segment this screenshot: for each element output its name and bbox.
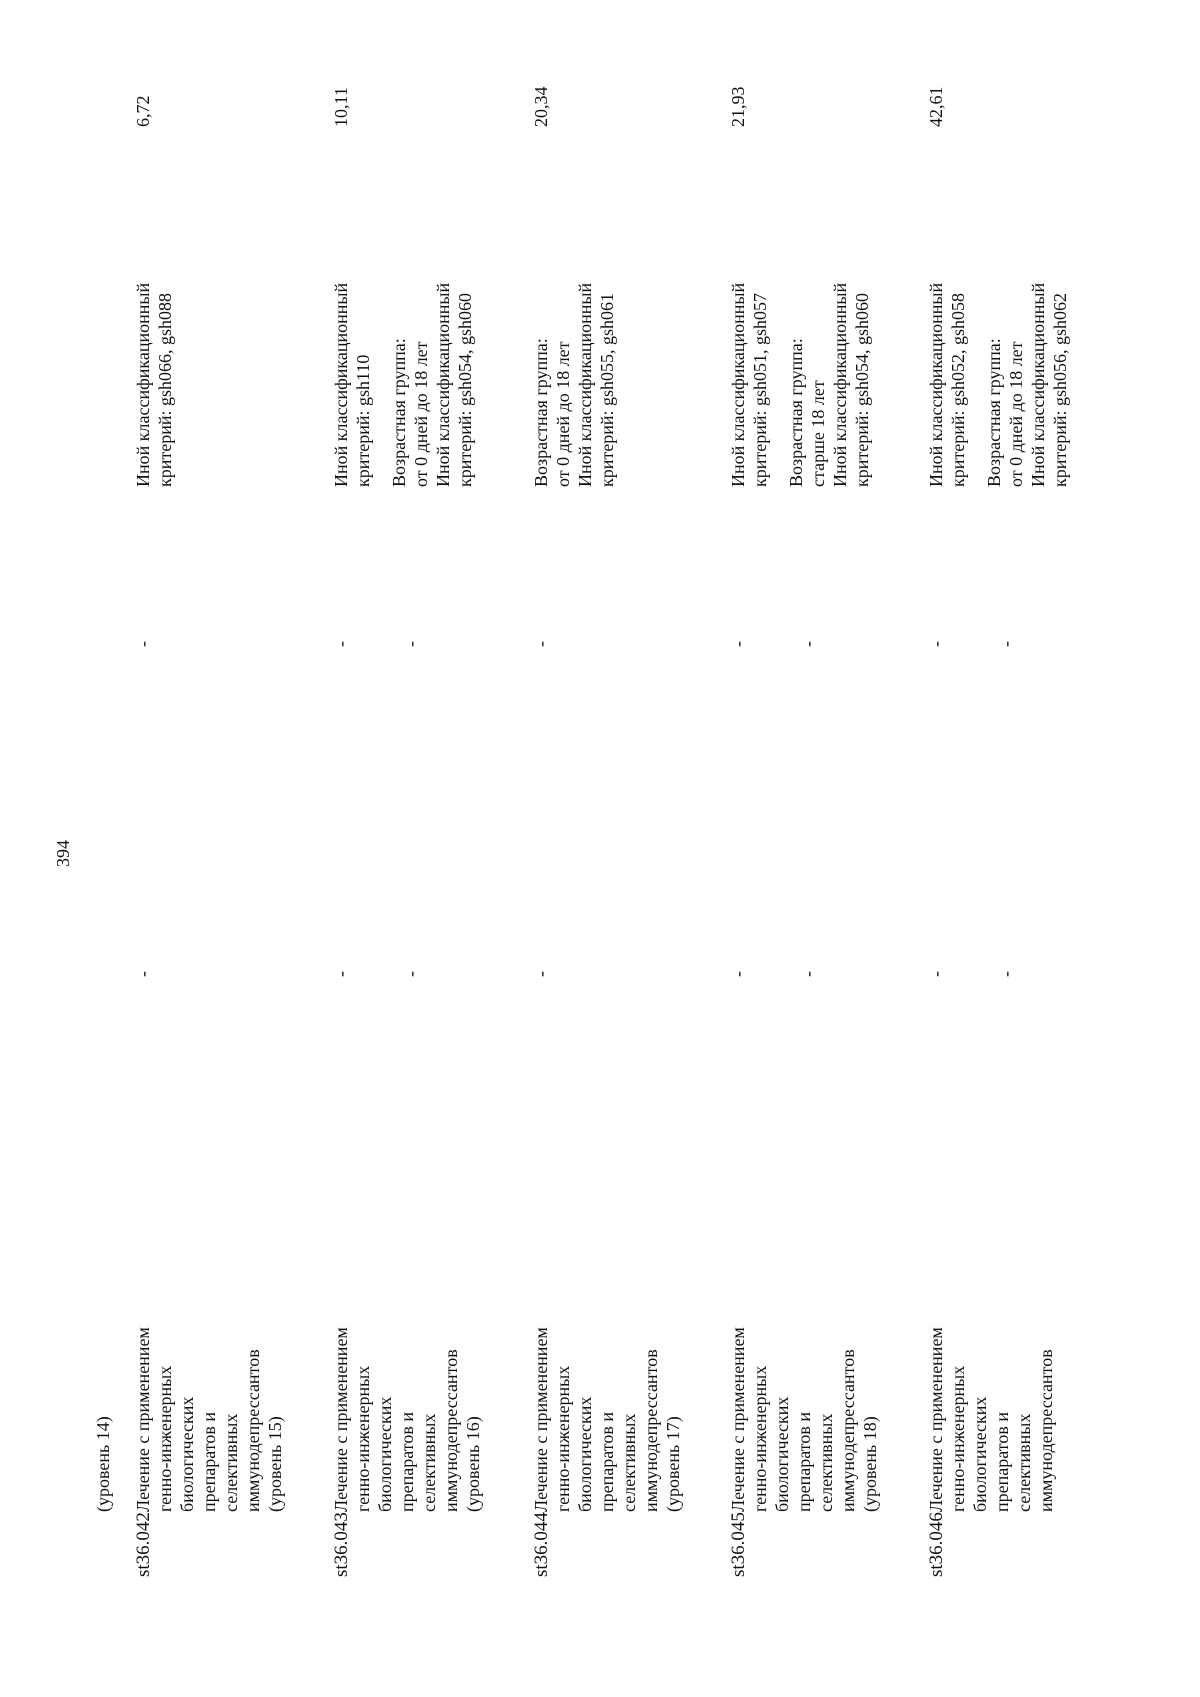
service-code-cell: - xyxy=(926,641,946,647)
continuation-level: (уровень 14) xyxy=(93,1416,113,1512)
kpg-name-line: иммунодепрессантов xyxy=(641,1349,661,1512)
criteria-line: Иной классификационный xyxy=(575,282,595,487)
cost-coefficient: 20,34 xyxy=(531,86,551,127)
kpg-name-line: Лечение с применением xyxy=(133,1327,153,1512)
classification-criteria xyxy=(530,207,618,487)
kpg-name-line: селективных xyxy=(221,1413,241,1512)
kpg-name-line: селективных xyxy=(619,1413,639,1512)
kpg-name-line: иммунодепрессантов xyxy=(243,1349,263,1512)
diagnosis-code-cell: - xyxy=(728,971,748,977)
criteria-line: критерий: gsh056, gsh062 xyxy=(1050,292,1070,487)
criteria-line: Иной классификационный xyxy=(1028,282,1048,487)
kpg-name-line: селективных xyxy=(419,1413,439,1512)
kpg-name-line: биологических xyxy=(772,1396,792,1512)
classification-criteria xyxy=(925,207,1071,487)
service-code-cell: - xyxy=(728,641,748,647)
diagnosis-code-cell: - xyxy=(331,971,351,977)
criteria-line: Возрастная группа: xyxy=(389,338,409,487)
service-code-cell: - xyxy=(331,641,351,647)
criteria-line: старше 18 лет xyxy=(808,380,828,487)
kpg-name xyxy=(530,1277,684,1512)
service-code-cell: - xyxy=(996,641,1016,647)
criteria-line: Иной классификационный xyxy=(830,282,850,487)
kpg-name-line: селективных xyxy=(1014,1413,1034,1512)
criteria-line: Возрастная группа: xyxy=(786,338,806,487)
kpg-name-line: (уровень 15) xyxy=(265,1416,285,1512)
kpg-code: st36.044 xyxy=(531,1512,552,1577)
diagnosis-code-cell: - xyxy=(531,971,551,977)
kpg-name xyxy=(330,1277,484,1512)
criteria-line: Иной классификационный xyxy=(728,282,748,487)
kpg-name xyxy=(132,1277,286,1512)
kpg-name-line: препаратов и xyxy=(199,1411,219,1512)
kpg-name-line: препаратов и xyxy=(794,1411,814,1512)
diagnosis-code-cell: - xyxy=(926,971,946,977)
criteria-line: от 0 дней до 18 лет xyxy=(553,341,573,487)
criteria-line: критерий: gsh055, gsh061 xyxy=(597,292,617,487)
diagnosis-code-cell: - xyxy=(401,971,421,977)
kpg-name-line: препаратов и xyxy=(397,1411,417,1512)
criteria-line: критерий: gsh110 xyxy=(353,354,373,487)
classification-criteria xyxy=(132,207,176,487)
cost-coefficient: 42,61 xyxy=(926,86,946,127)
diagnosis-code-cell: - xyxy=(996,971,1016,977)
kpg-name-line: генно-инженерных xyxy=(353,1365,373,1512)
kpg-name-line: генно-инженерных xyxy=(948,1365,968,1512)
kpg-name-line: Лечение с применением xyxy=(728,1327,748,1512)
kpg-name-line: препаратов и xyxy=(597,1411,617,1512)
criteria-line: критерий: gsh051, gsh057 xyxy=(750,292,770,487)
criteria-line: критерий: gsh054, gsh060 xyxy=(455,292,475,487)
kpg-name-line: иммунодепрессантов xyxy=(441,1349,461,1512)
criteria-line: от 0 дней до 18 лет xyxy=(1006,341,1026,487)
criteria-line: Иной классификационный xyxy=(433,282,453,487)
cost-coefficient: 21,93 xyxy=(728,86,748,127)
kpg-name-line: препаратов и xyxy=(992,1411,1012,1512)
kpg-name-line: генно-инженерных xyxy=(553,1365,573,1512)
diagnosis-code-cell: - xyxy=(798,971,818,977)
cost-coefficient: 6,72 xyxy=(133,95,153,127)
classification-criteria xyxy=(330,207,476,487)
kpg-code: st36.042 xyxy=(133,1512,154,1577)
criteria-line: Иной классификационный xyxy=(926,282,946,487)
page-number: 394 xyxy=(53,840,73,867)
criteria-line: критерий: gsh054, gsh060 xyxy=(852,292,872,487)
criteria-line: Возрастная группа: xyxy=(984,338,1004,487)
kpg-name-line: Лечение с применением xyxy=(531,1327,551,1512)
cost-coefficient: 10,11 xyxy=(331,87,351,127)
kpg-name-line: (уровень 17) xyxy=(663,1416,683,1512)
kpg-name-line: генно-инженерных xyxy=(750,1365,770,1512)
criteria-line: критерий: gsh052, gsh058 xyxy=(948,292,968,487)
criteria-line: Иной классификационный xyxy=(331,282,351,487)
kpg-code: st36.043 xyxy=(331,1512,352,1577)
service-code-cell: - xyxy=(133,641,153,647)
kpg-name-line: биологических xyxy=(375,1396,395,1512)
kpg-code: st36.045 xyxy=(728,1512,749,1577)
classification-criteria xyxy=(727,207,873,487)
criteria-line: от 0 дней до 18 лет xyxy=(411,341,431,487)
service-code-cell: - xyxy=(401,641,421,647)
kpg-name-line: Лечение с применением xyxy=(926,1327,946,1512)
kpg-code: st36.046 xyxy=(926,1512,947,1577)
kpg-name-line: (уровень 18) xyxy=(860,1416,880,1512)
diagnosis-code-cell: - xyxy=(133,971,153,977)
kpg-name-line: генно-инженерных xyxy=(155,1365,175,1512)
criteria-line: критерий: gsh066, gsh088 xyxy=(155,292,175,487)
kpg-name-line: Лечение с применением xyxy=(331,1327,351,1512)
kpg-name xyxy=(727,1277,881,1512)
kpg-name-line: иммунодепрессантов xyxy=(838,1349,858,1512)
kpg-name-line: (уровень 16) xyxy=(463,1416,483,1512)
kpg-name-line: биологических xyxy=(970,1396,990,1512)
kpg-name-line: биологических xyxy=(575,1396,595,1512)
kpg-name-line: селективных xyxy=(816,1413,836,1512)
kpg-name-line: биологических xyxy=(177,1396,197,1512)
kpg-name xyxy=(925,1277,1057,1512)
kpg-name-line: иммунодепрессантов xyxy=(1036,1349,1056,1512)
criteria-line: Иной классификационный xyxy=(133,282,153,487)
service-code-cell: - xyxy=(798,641,818,647)
service-code-cell: - xyxy=(531,641,551,647)
criteria-line: Возрастная группа: xyxy=(531,338,551,487)
